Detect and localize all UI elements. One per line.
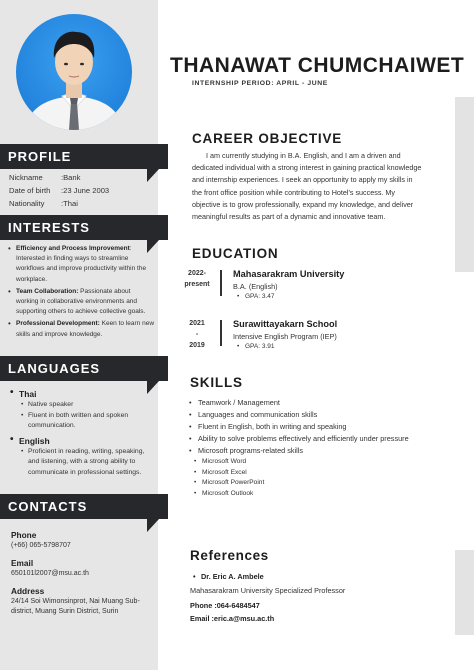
list-item: • Native speaker — [28, 400, 152, 411]
interest-heading: Professional Development: — [16, 320, 100, 328]
profile-photo — [16, 14, 132, 130]
gpa-value: • GPA: 3.91 — [233, 343, 443, 351]
objective-text: I am currently studying in B.A. English, and I am a driven and dedicated individual with a strong interest in gaining practical knowledge and internship experiences. I seek an opportunity to apply my skills in the front office position while contributing to Hotel's success. My objective is to grow professionally, expand my knowledge, and deliver meaningful results as part of a dynamic and innovative team. — [192, 151, 422, 222]
address-value: 24/14 Soi Wimonsinprot, Nai Muang Sub-district, Muang Surin District, Surin — [11, 598, 140, 615]
email-value: 650101l2007@msu.ac.th — [11, 570, 89, 577]
list-item: • Microsoft Word — [191, 457, 429, 468]
profile-title: PROFILE — [8, 149, 72, 164]
timeline-divider — [220, 320, 222, 346]
list-item: • Microsoft Excel — [191, 468, 429, 479]
sub-skills — [189, 457, 429, 499]
interest-text: Keen to learn new skills and improve knowledge. — [16, 320, 155, 338]
person-avatar-icon — [16, 14, 132, 130]
education-years — [178, 268, 216, 290]
gpa-value: • GPA: 3.47 — [233, 293, 443, 301]
language-name: • Thai — [10, 388, 152, 400]
interest-heading: Efficiency and Process Improvement — [16, 245, 130, 252]
profile-value: :23 June 2003 — [61, 185, 110, 195]
profile-details — [9, 172, 109, 210]
list-item: • Fluent in both written and spoken communication. — [28, 411, 152, 432]
list-item: • Microsoft Outlook — [191, 489, 429, 500]
list-item: • Ability to solve problems effectively and efficiently under pressure — [189, 433, 429, 445]
education-entry — [178, 318, 438, 358]
timeline-divider — [220, 270, 222, 296]
reference-position: Mahasarakram University Specialized Professor — [190, 586, 346, 595]
education-entry — [178, 268, 438, 308]
year-start: 2021 — [189, 320, 205, 327]
reference-email: Email :eric.a@msu.ac.th — [190, 613, 275, 623]
email-label: Email — [11, 558, 34, 568]
interest-text: Passionate about working in collaborative environments and supporting others to achieve collective goals. — [16, 287, 146, 316]
decor-strip-top — [455, 97, 474, 272]
languages-list — [10, 388, 152, 481]
profile-row — [9, 172, 109, 185]
interests-list — [6, 244, 154, 342]
education-body — [233, 268, 443, 301]
profile-value: :Thai — [61, 198, 78, 208]
sub-skills-list — [189, 457, 429, 499]
skills-list — [189, 397, 429, 499]
profile-header — [0, 144, 158, 169]
objective-title: CAREER OBJECTIVE — [192, 131, 343, 146]
interest-text: : Interested in finding ways to streamline workflows and improve productivity within the workplace. — [16, 245, 147, 283]
language-name: • English — [10, 435, 152, 447]
program-name: Intensive English Program (IEP) — [233, 332, 337, 341]
profile-key: Nationality — [9, 198, 45, 208]
profile-key: Nickname — [9, 173, 43, 182]
interest-heading: Team Collaboration: — [16, 287, 79, 295]
internship-period: INTERNSHIP PERIOD: APRIL - JUNE — [192, 80, 328, 87]
language-details — [10, 447, 152, 479]
address-label: Address — [11, 586, 45, 596]
decor-strip-bottom — [455, 550, 474, 635]
education-title: EDUCATION — [192, 246, 279, 261]
program-name: B.A. (English) — [233, 282, 278, 291]
list-item — [6, 244, 154, 285]
interests-header — [0, 215, 158, 240]
year-end: 2019 — [189, 342, 205, 349]
profile-key: Date of birth — [9, 185, 51, 195]
education-years — [178, 318, 216, 351]
list-item: • Languages and communication skills — [189, 409, 429, 421]
list-item: • Fluent in English, both in writing and speaking — [189, 421, 429, 433]
year-start: 2022- — [188, 270, 206, 277]
languages-title: LANGUAGES — [8, 361, 101, 376]
full-name: THANAWAT CHUMCHAIWET — [170, 54, 465, 77]
phone-label: Phone — [11, 530, 37, 540]
list-item — [6, 287, 154, 318]
school-name: Surawittayakarn School — [233, 319, 338, 329]
year-end: present — [184, 281, 210, 288]
skills-title: SKILLS — [190, 375, 243, 390]
list-item: • Microsoft programs-related skills — [189, 445, 429, 457]
contacts-header — [0, 494, 158, 519]
phone-value: (+66) 065-5798707 — [11, 542, 71, 549]
profile-row — [9, 198, 109, 211]
interests-title: INTERESTS — [8, 220, 90, 235]
list-item: • Microsoft PowerPoint — [191, 478, 429, 489]
list-item — [6, 319, 154, 339]
school-name: Mahasarakram University — [233, 269, 345, 279]
list-item: • Proficient in reading, writing, speaking, and listening, with a strong ability to communicate in professional settings. — [28, 447, 152, 479]
education-body — [233, 318, 443, 351]
references-block — [190, 571, 430, 625]
contacts-title: CONTACTS — [8, 499, 88, 514]
contacts-list — [11, 530, 153, 617]
references-title: References — [190, 548, 269, 563]
language-details — [10, 400, 152, 432]
reference-phone: Phone :064-6484547 — [190, 601, 260, 610]
list-item: • Teamwork / Management — [189, 397, 429, 409]
profile-row — [9, 185, 109, 198]
reference-name: • Dr. Eric A. Ambele — [190, 571, 430, 583]
languages-header — [0, 356, 158, 381]
year-dash: - — [195, 331, 199, 338]
profile-value: :Bank — [61, 173, 81, 182]
